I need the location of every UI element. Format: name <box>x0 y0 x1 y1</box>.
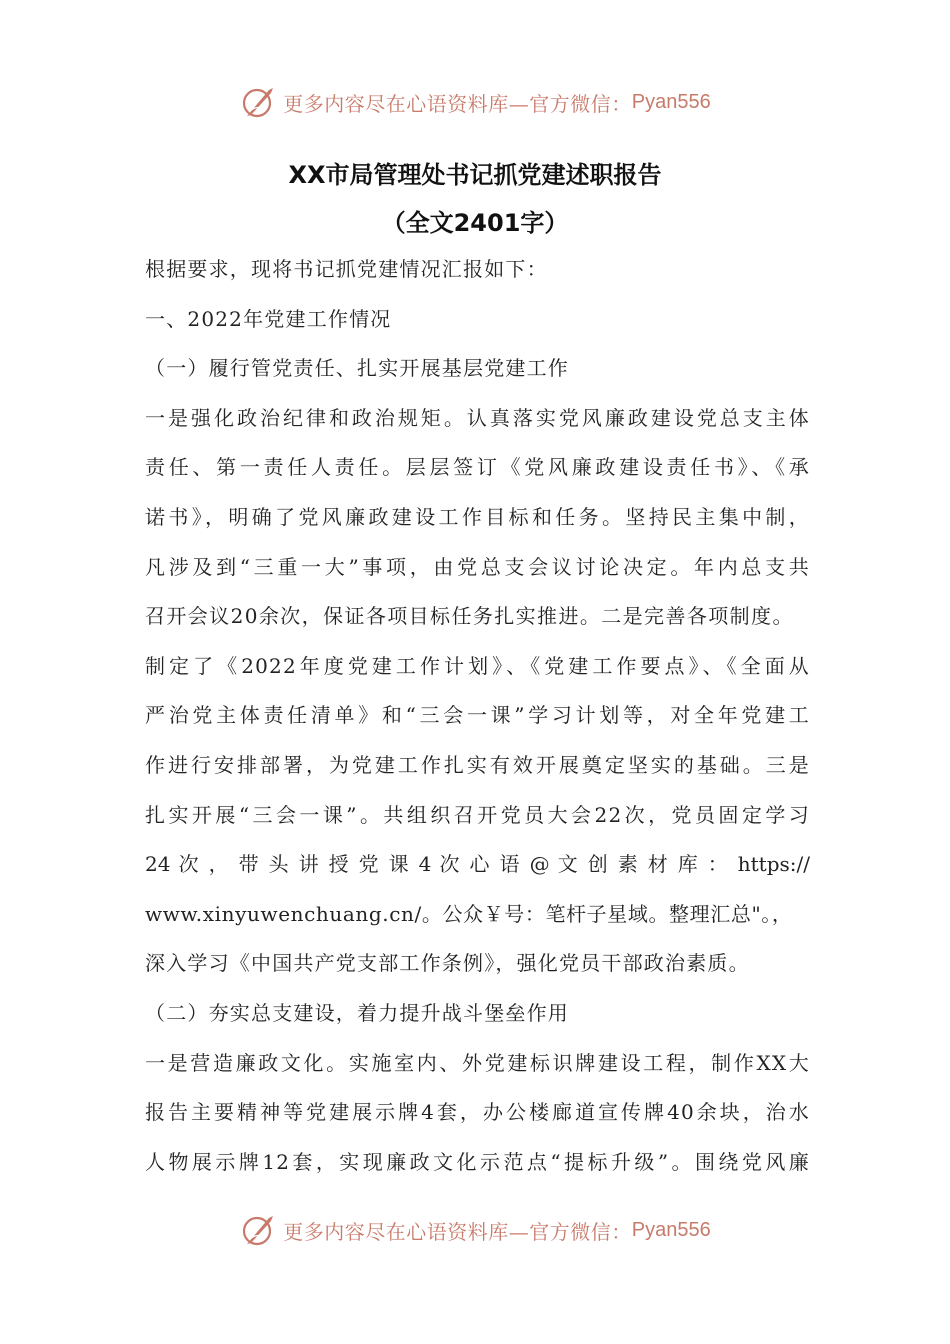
document-body <box>145 245 810 1187</box>
body-line: 召开会议20余次，保证各项目标任务扎实推进。二是完善各项制度。 <box>145 604 794 629</box>
body-line: 责任、第一责任人责任。层层签订《党风廉政建设责任书》、《承 <box>145 455 810 480</box>
subsection-heading: （二）夯实总支建设，着力提升战斗堡垒作用 <box>145 1000 569 1025</box>
body-line: 诺书》，明确了党风廉政建设工作目标和任务。坚持民主集中制， <box>145 504 810 529</box>
body-line: www.xinyuwenchuang.cn/。公众￥号：笔杆子星域。整理汇总"。， <box>145 901 793 926</box>
document-title: XX市局管理处书记抓党建述职报告 <box>288 161 662 189</box>
body-line: 报告主要精神等党建展示牌4套，办公楼廊道宣传牌40余块，治水 <box>145 1100 810 1125</box>
banner-wechat-handle: Pyan556 <box>631 90 711 113</box>
banner-wechat-handle: Pyan556 <box>631 1218 711 1241</box>
footer-banner <box>0 1208 950 1252</box>
header-banner <box>0 80 950 124</box>
body-line: 深入学习《中国共产党支部工作条例》，强化党员干部政治素质。 <box>145 951 750 976</box>
body-line: 24 次 ， 带 头 讲 授 党 课 4 次 心 语 @ 文 创 素 材 库 ： https:// <box>145 852 810 877</box>
body-line: 凡涉及到“三重一大”事项，由党总支会议讨论决定。年内总支共 <box>145 554 810 579</box>
body-line: 制定了《2022年度党建工作计划》、《党建工作要点》、《全面从 <box>145 653 810 678</box>
body-line: 严治党主体责任清单》和“三会一课”学习计划等，对全年党建工 <box>145 703 810 728</box>
body-line: 根据要求，现将书记抓党建情况汇报如下： <box>145 257 548 281</box>
body-line: 人物展示牌12套，实现廉政文化示范点“提标升级”。围绕党风廉 <box>145 1149 810 1174</box>
banner-text: 更多内容尽在心语资料库—官方微信： <box>283 1219 632 1244</box>
subsection-heading: （一）履行管党责任、扎实开展基层党建工作 <box>145 356 569 381</box>
document-subtitle: （全文2401字） <box>381 209 569 237</box>
body-line: 一是强化政治纪律和政治规矩。认真落实党风廉政建设党总支主体 <box>145 405 810 430</box>
body-line: 一是营造廉政文化。实施室内、外党建标识牌建设工程，制作XX大 <box>145 1050 810 1075</box>
banner-text: 更多内容尽在心语资料库—官方微信： <box>283 91 632 116</box>
section-heading: 一、2022年党建工作情况 <box>145 306 392 331</box>
quill-pen-logo-icon <box>239 1210 279 1250</box>
quill-pen-logo-icon <box>239 82 279 122</box>
body-line: 扎实开展“三会一课”。共组织召开党员大会22次，党员固定学习 <box>145 802 810 827</box>
body-line: 作进行安排部署，为党建工作扎实有效开展奠定坚实的基础。三是 <box>145 752 810 777</box>
